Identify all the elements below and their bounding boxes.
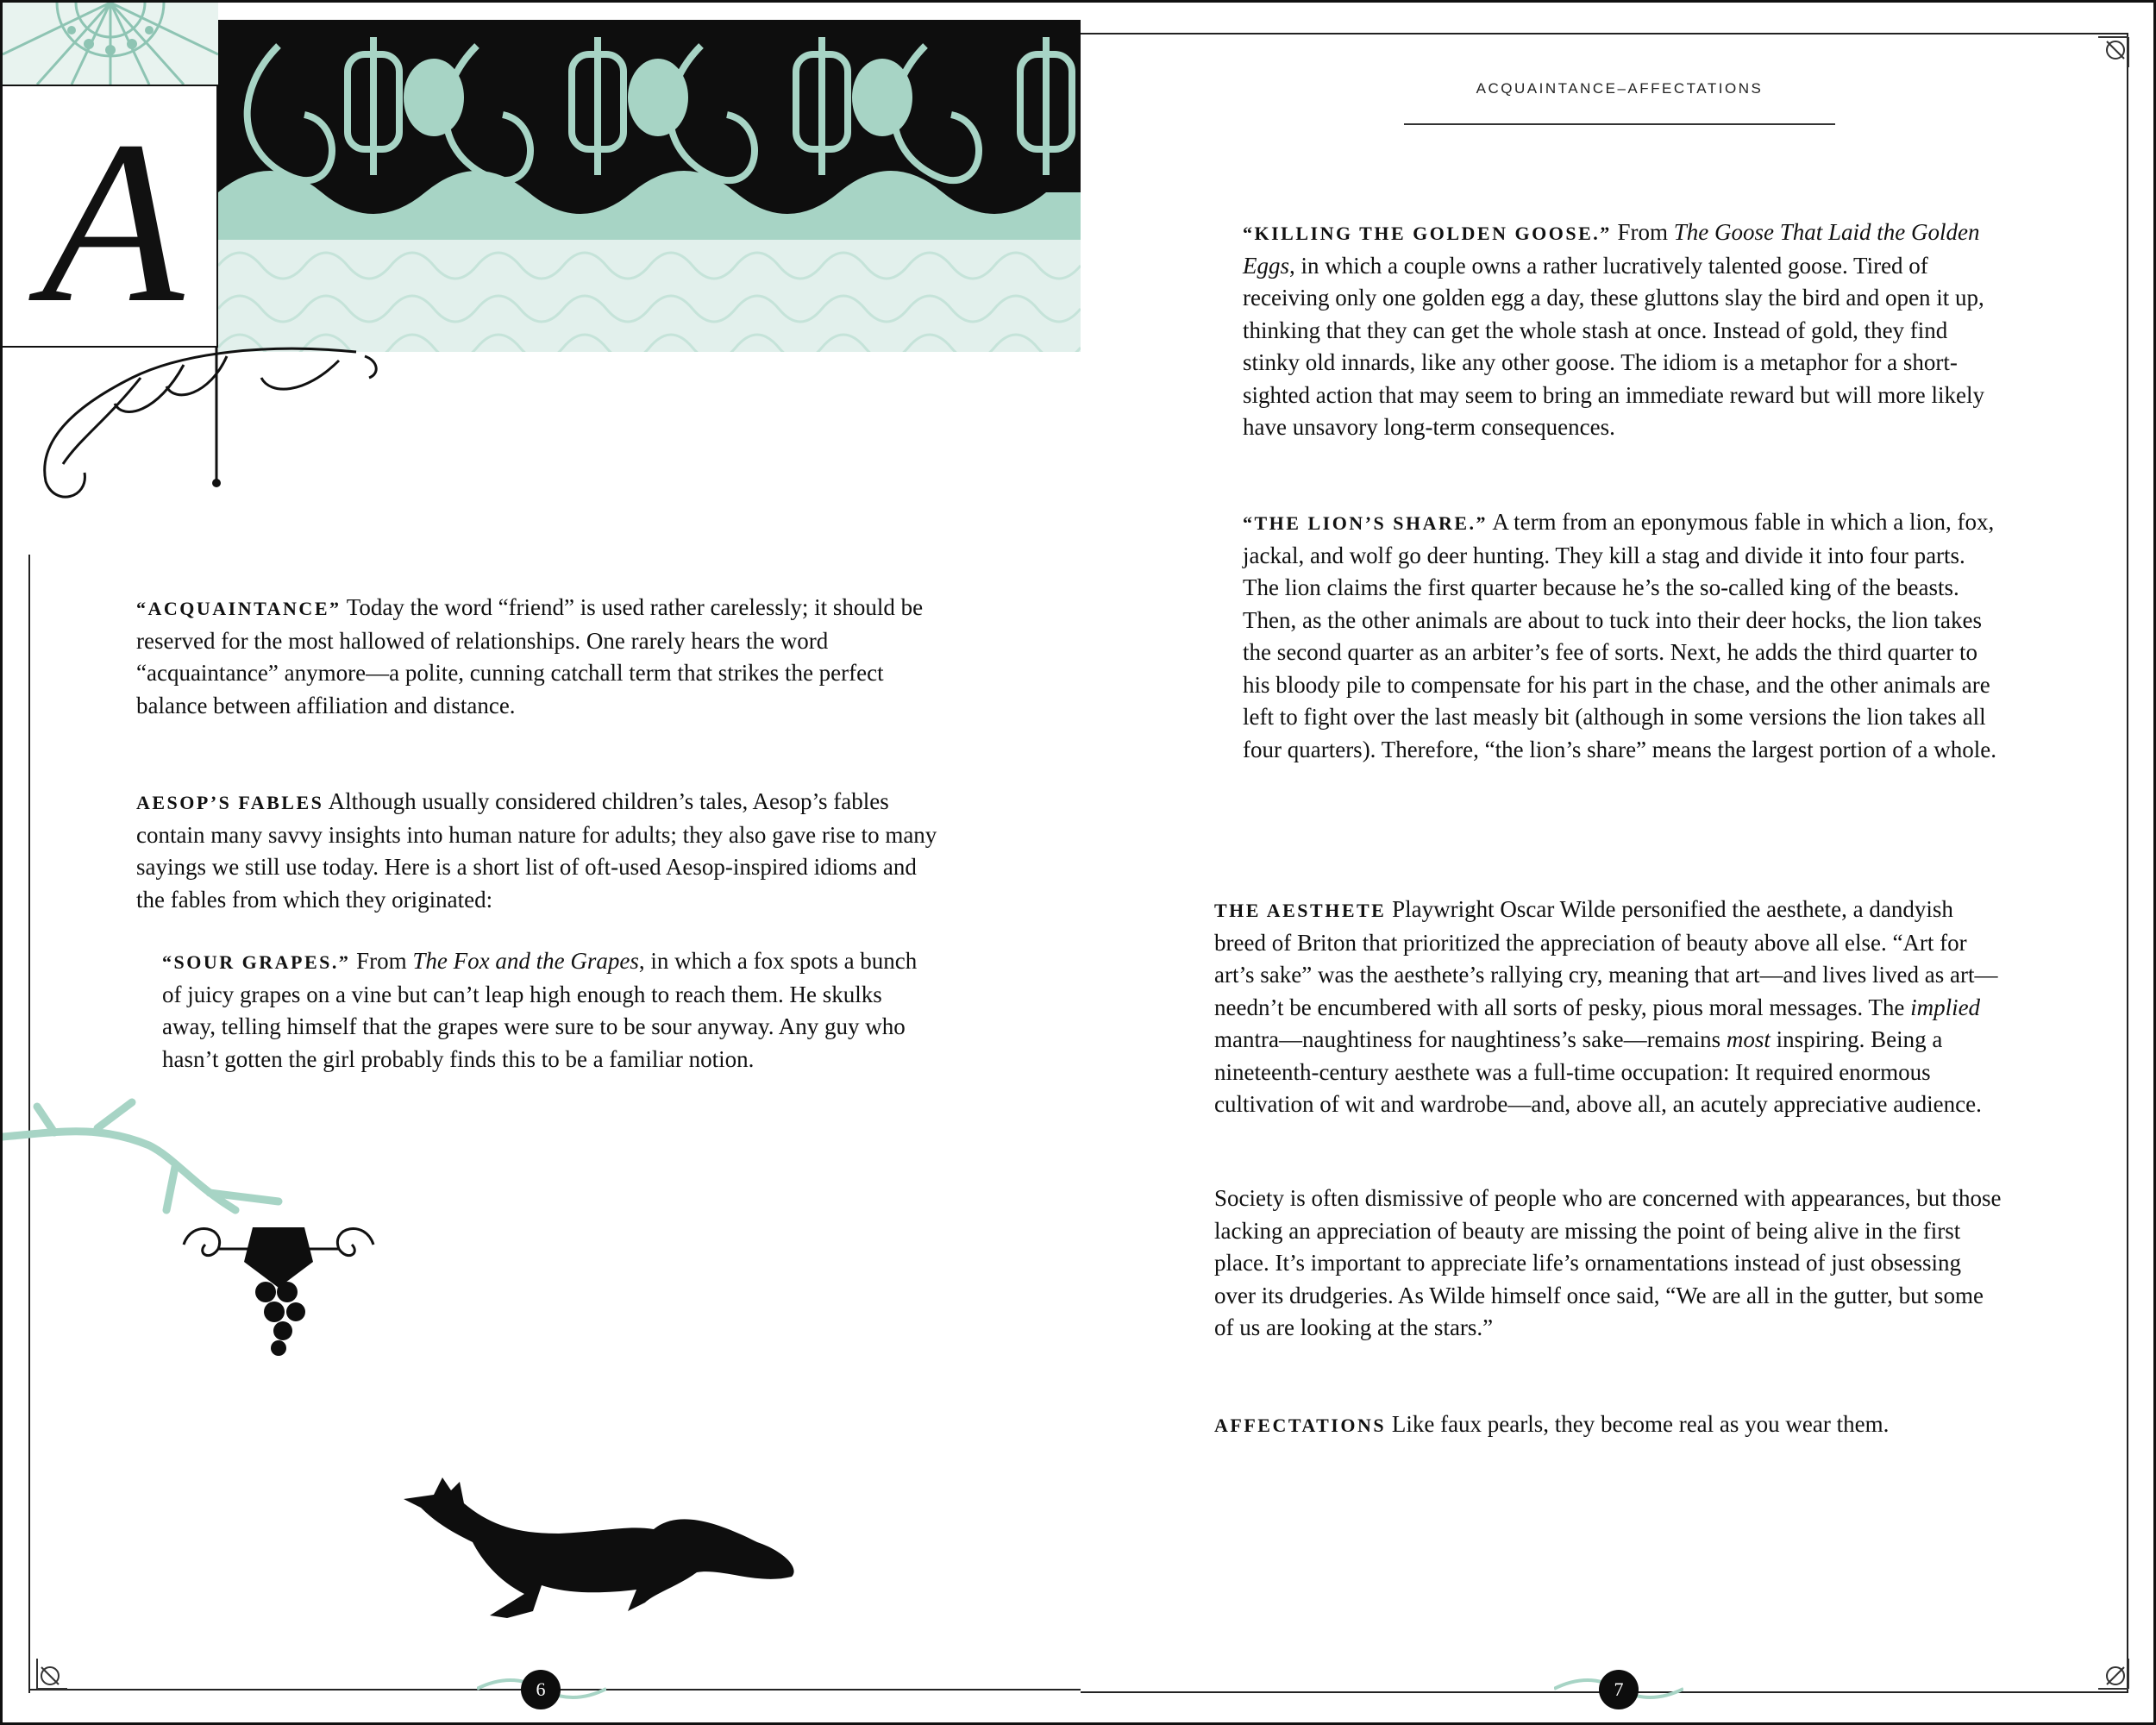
entry-term: “SOUR GRAPES.” bbox=[162, 951, 351, 973]
entry-golden-goose bbox=[1243, 216, 2002, 444]
entry-term: “THE LION’S SHARE.” bbox=[1243, 512, 1489, 534]
corner-ornament bbox=[33, 1641, 85, 1693]
ornamental-banner bbox=[218, 20, 1081, 352]
entry-term: THE AESTHETE bbox=[1214, 900, 1387, 921]
entry-body: mantra—naughtiness for naughtiness’s sake—remains bbox=[1214, 1026, 1727, 1052]
entry-term: AESOP’S FABLES bbox=[136, 792, 324, 813]
entry-aesthete-paragraph-2: Society is often dismissive of people who are concerned with appearances, but those lacking an appreciation of beauty are missing the point of being alive in the first place. It’s important to appreciate life’s ornamentations instead of just obsessing over its drudgeries. As Wilde himself once said, “We are all in the gutter, but some of us are looking at the stars.” bbox=[1214, 1185, 2002, 1340]
entry-body: inspiring. Being a nineteenth-century aesthete was a full-time occupation: It required enormous cultivation of wit and wardrobe—and, above all, an acutely appreciative audience. bbox=[1214, 1026, 1982, 1117]
entry-lead: From bbox=[1611, 219, 1674, 245]
fable-title: The Fox and the Grapes bbox=[412, 948, 639, 974]
emphasis: implied bbox=[1910, 994, 1981, 1020]
entry-term: “KILLING THE GOLDEN GOOSE.” bbox=[1243, 223, 1612, 244]
rosette-ornament bbox=[3, 3, 218, 85]
entry-affectations bbox=[1214, 1408, 2008, 1442]
entry-lions-share bbox=[1243, 506, 2002, 766]
fox-silhouette bbox=[395, 1473, 809, 1620]
entry-aesthete bbox=[1214, 894, 2008, 1121]
page-number-right: 7 bbox=[1599, 1670, 1639, 1709]
entry-term: “ACQUAINTANCE” bbox=[136, 598, 342, 619]
entry-sour-grapes bbox=[162, 945, 921, 1076]
entry-aesops-fables bbox=[136, 786, 943, 916]
running-head-rule bbox=[1404, 123, 1835, 125]
entry-body: Playwright Oscar Wilde personified the aesthete, a dandyish breed of Briton that prioritized the appreciation of beauty above all else. “Art for art’s sake” was the aesthete’s rallying cry, meaning that art—and lives lived as art—needn’t be encumbered with all sorts of pesky, pious moral messages. The bbox=[1214, 896, 1998, 1020]
entry-body: Today the word “friend” is used rather carelessly; it should be reserved for the most hallowed of relationships. One rarely hears the word “acquaintance” anymore—a polite, cunning catchall term that strikes the perfect balance between affiliation and distance. bbox=[136, 594, 924, 718]
entry-body: Although usually considered children’s tales, Aesop’s fables contain many savvy insights into human nature for adults; they also gave rise to many sayings we still use today. Here is a short list of oft-used Aesop-inspired idioms and the fables from which they originated: bbox=[136, 788, 937, 913]
entry-body: , in which a fox spots a bunch of juicy grapes on a vine but can’t leap high enough to reach them. He skulks away, telling himself that the grapes were sure to be sour anyway. Any guy who hasn’t gotten the girl probably finds this to be a familiar notion. bbox=[162, 948, 918, 1072]
corner-ornament bbox=[2081, 1641, 2133, 1693]
fable-title: The Goose That Laid the Golden Eggs bbox=[1243, 219, 1980, 279]
corner-ornament bbox=[2081, 33, 2133, 85]
entry-body: , in which a couple owns a rather lucratively talented goose. Tired of receiving only one golden egg a day, these gluttons slay the bird and open it up, thinking that they can get the whole stash at once. Instead of gold, they find stinky old innards, like any other goose. The idiom is a metaphor for a short-sighted action that may seem to bring an immediate reward but will more likely have unsavory long-term consequences. bbox=[1243, 252, 1985, 440]
drop-cap-letter: A bbox=[41, 93, 184, 351]
entry-acquaintance bbox=[136, 592, 943, 722]
entry-term: AFFECTATIONS bbox=[1214, 1414, 1387, 1436]
scroll-flourish bbox=[11, 343, 382, 516]
running-head: ACQUAINTANCE–AFFECTATIONS bbox=[1476, 80, 1764, 97]
entry-body: A term from an eponymous fable in which a lion, fox, jackal, and wolf go deer hunting. They kill a stag and divide it into four parts. The lion claims the first quarter because he’s the so-called king of the beasts. Then, as the other animals are about to tuck into their deer hocks, the lion takes the second quarter as an arbiter’s fee of sorts. Next, he adds the third quarter to his bloody pile to compensate for his part in the chase, and the other animals are left to fight over the last measly bit (although in some versions the lion takes all four quarters). Therefore, “the lion’s share” means the largest portion of a whole. bbox=[1243, 509, 1996, 762]
entry-body: Like faux pearls, they become real as you wear them. bbox=[1386, 1411, 1890, 1437]
emphasis: most bbox=[1726, 1026, 1771, 1052]
page-number-left: 6 bbox=[521, 1670, 561, 1709]
grape-cluster bbox=[175, 1210, 382, 1357]
entry-lead: From bbox=[350, 948, 413, 974]
tree-branch bbox=[3, 1098, 287, 1227]
